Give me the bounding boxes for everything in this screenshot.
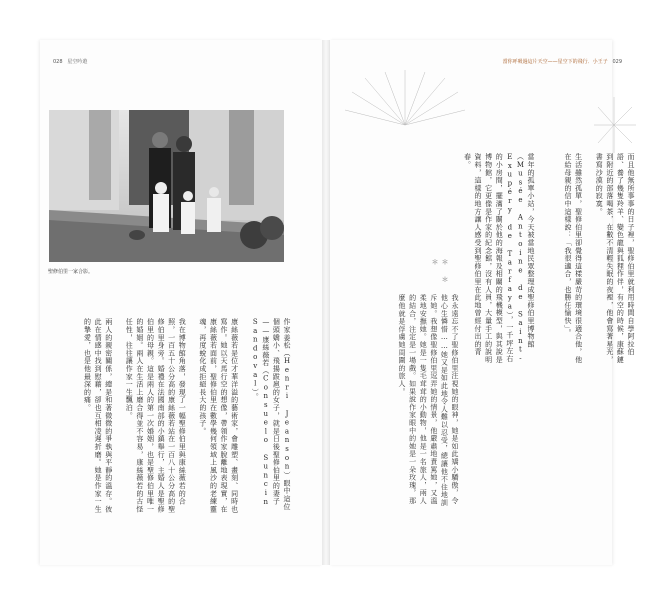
quote-paragraph: 我永遠忘不了聖修伯里注視她的眼神，她是如此矯小驕傲，令他心生憐惜……她又是如此地令人難以忍受，總讓他不住地訓斥她。我想像聖修伯里逗弄她的情景，他嚴肅地責罵她，又溫柔地安撫她。她是一隻毛茸茸的小動物，他是一名旅人，兩人的結合，注定是一場戲。如果說作家眼中的她是一朵玫瑰，那麼他就是俘虜她周圍的旅人。 [398,294,459,507]
left-running-title: 星空吟遊 [67,59,88,65]
family-photo [49,110,284,262]
right-quote-text [350,294,460,508]
left-page-header [53,58,87,65]
photo-illustration [49,110,284,262]
right-page-header [503,58,622,65]
right-running-title: 當你呼吸過這片天空——星空下的飛行．小王子 [502,59,608,65]
section-ornament: ＊ ＊ ＊ [431,258,449,287]
right-paragraph: 當年的孤單小站，今天被當地民眾整理成聖修伯里博物館（Musée Antoine de Saint-Exupéry de Tarfaya），一千坪左右的小房間，擺滿了關於他的海報及相關的飛機模型，與其說是博物館，它更像是作家的紀念館，沒有人員，大量手工的說明資料，這樣的地方讓人感受到聖修伯里在此地曾經付出的青春。 [463,153,535,364]
star-ornament-icon [592,95,637,155]
right-body-text [540,153,636,367]
right-paragraph: 生活雖然孤單，聖修伯里卻覺得這樣嚴苛的環境很適合他，他在給母親的信中這樣說：「我很適合，也勝任愉快」。 [564,153,583,364]
left-body-text [56,318,292,514]
right-paragraph: 而且他無所事事的日子裡，聖修伯里就利用時間自學阿拉伯語、養了幾隻羚羊、變色龍與狐狸作伴，有空的時候，康蘇鏈到附近的部落喝茶，在數不清輕失眠的夜裡，他會寫著星光，書寫沙漠的寂寞。 [595,153,635,364]
left-page-number: 028 [53,59,63,65]
left-paragraph: 兩人的親密關係，總是和著微微的爭執與平靜的溫存。彼此在情感中找到慰藉，卻也互相凌遲折磨。她是作家一生的摯愛，也是他最深的痛。 [83,318,113,513]
left-paragraph: 康絲薇若是位才華洋溢的藝術家，會雕塑、畫刻、同時也寫作。她以天馬行空的想像，帶領作家脫離地表現實，在康絲薇若面前，聖修伯里在數學幾何領域上風沙的老練靈魂，再度蛻化成拒絕長大的孩子。 [198,318,239,513]
left-paragraph: 我在博物館角落，發現了一幅聖修伯里與康絲薇若的合照，一百五十公分高的康絲薇若站在一百八十公分高的聖修伯里身旁。婚禮在法國南部的小鎮舉行，主婚人是聖修伯里的母親。這是兩人的第一次婚姻，也是聖修伯里唯一的婚姻。兩人在生活上磨合得並不容易，康絲薇若的古怪任性，往往讓作家一生飄泊。 [125,318,187,513]
photo-caption: 聖修伯里一家合影。 [48,269,94,275]
book-gutter [322,40,330,565]
sunburst-ornament-icon [340,70,470,130]
left-paragraph: 作家姜松（Henri Jeanson）眼中這位個頭嬌小、飛揚跋扈的女子，就是日後聖修伯里的妻子——康絲薇若（Consuelo Suncin Sandoval）。 [251,318,291,511]
right-page-number: 029 [612,59,622,65]
